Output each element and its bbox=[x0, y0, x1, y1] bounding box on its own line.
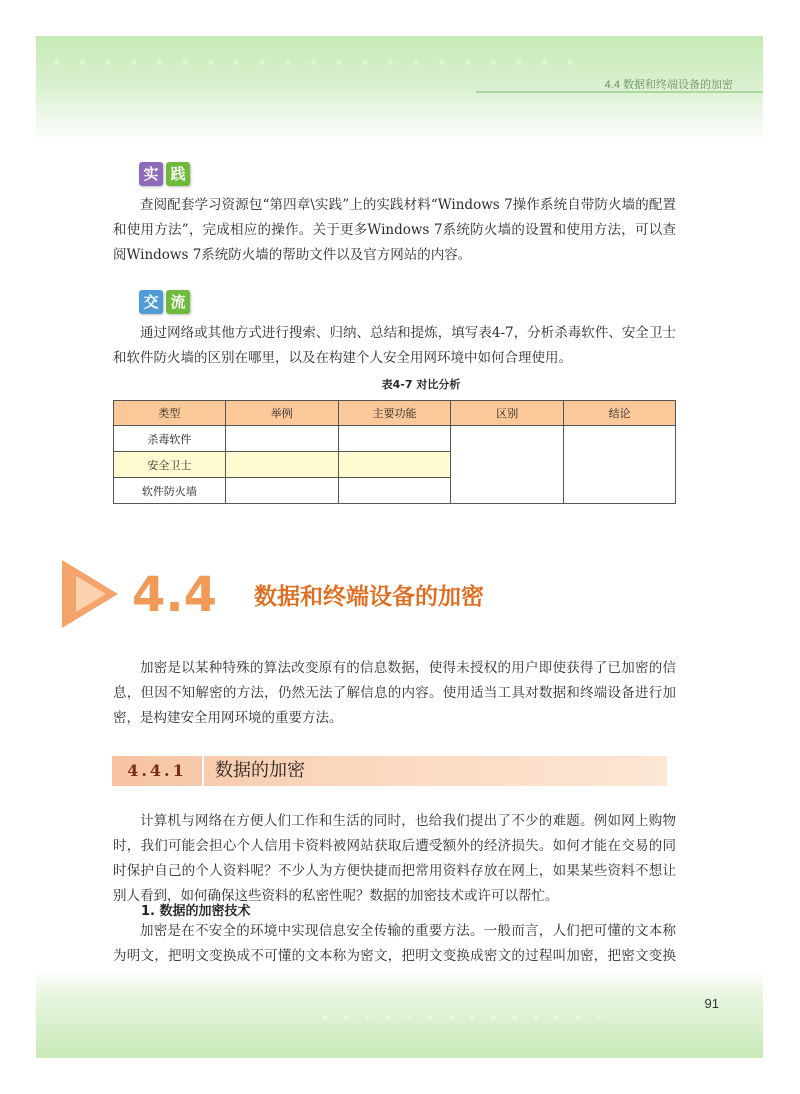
header-decoration bbox=[36, 36, 763, 146]
header-example: 举例 bbox=[225, 401, 338, 426]
header-main-function: 主要功能 bbox=[338, 401, 451, 426]
point-title: 1. 数据的加密技术 bbox=[141, 904, 251, 919]
exchange-badge-char-2: 流 bbox=[166, 290, 190, 314]
comparison-table bbox=[113, 400, 676, 504]
page-number: 91 bbox=[704, 996, 719, 1011]
running-header: 4.4 数据和终端设备的加密 bbox=[604, 79, 733, 91]
row-label-firewall: 软件防火墙 bbox=[114, 478, 226, 504]
subsection-title: 数据的加密 bbox=[215, 760, 305, 781]
practice-badge-char-2: 践 bbox=[166, 162, 190, 186]
subsection-number: 4.4.1 bbox=[127, 761, 187, 780]
exchange-text: 通过网络或其他方式进行搜索、归纳、总结和提炼，填写表4-7，分析杀毒软件、安全卫士和软件防火墙的区别在哪里，以及在构建个人安全用网环境中如何合理使用。 bbox=[113, 325, 676, 366]
table-cell bbox=[338, 478, 451, 504]
subsection-paragraph: 计算机与网络在方便人们工作和生活的同时，也给我们提出了不少的难题。例如网上购物时，我们可能会担心个人信用卡资料被网站获取后遭受额外的经济损失。如何才能在交易的同时保护自己的个人资料呢？不少人为方便快捷而把常用资料存放在网上，如果某些资料不想让别人看到，如何确保这些资料的私密性呢？数据的加密技术或许可以帮忙。 bbox=[113, 813, 676, 904]
section-intro: 加密是以某种特殊的算法改变原有的信息数据，使得未授权的用户即使获得了已加密的信息，但因不知解密的方法，仍然无法了解信息的内容。使用适当工具对数据和终端设备进行加密，是构建安全用网环境的重要方法。 bbox=[113, 660, 676, 726]
table-row bbox=[114, 426, 676, 452]
textbook-page bbox=[36, 36, 763, 1058]
exchange-badge bbox=[139, 290, 190, 314]
row-label-antivirus: 杀毒软件 bbox=[114, 426, 226, 452]
header-conclusion: 结论 bbox=[564, 401, 676, 426]
header-difference: 区别 bbox=[451, 401, 564, 426]
point-paragraph: 加密是在不安全的环境中实现信息安全传输的重要方法。一般而言，人们把可懂的文本称为明文，把明文变换成不可懂的文本称为密文，把明文变换成密文的过程叫加密，把密文变换 bbox=[113, 923, 676, 964]
subsection-divider bbox=[202, 756, 204, 786]
header-binary-pattern: ····················· bbox=[46, 43, 586, 84]
practice-text: 查阅配套学习资源包“第四章\实践”上的实践材料“Windows 7操作系统自带防火墙的配置和使用方法”，完成相应的操作。关于更多Windows 7系统防火墙的设置和使用方法，可以查阅Windows 7系统防火墙的帮助文件以及官方网站的内容。 bbox=[113, 197, 676, 263]
section-title: 数据和终端设备的加密 bbox=[254, 584, 484, 610]
table-cell-conclusion bbox=[564, 426, 676, 504]
table-cell-difference bbox=[451, 426, 564, 504]
row-label-security-guard: 安全卫士 bbox=[114, 452, 226, 478]
table-cell bbox=[225, 452, 338, 478]
table-cell bbox=[338, 452, 451, 478]
table-header-row bbox=[114, 401, 676, 426]
table-caption: 表4-7 对比分析 bbox=[381, 378, 461, 391]
table-cell bbox=[225, 478, 338, 504]
header-type: 类型 bbox=[114, 401, 226, 426]
section-number: 4.4 bbox=[132, 567, 218, 623]
table-cell bbox=[225, 426, 338, 452]
footer-binary-pattern: ·············· bbox=[316, 1001, 611, 1036]
practice-badge bbox=[139, 162, 190, 186]
exchange-badge-char-1: 交 bbox=[139, 290, 163, 314]
table-cell bbox=[338, 426, 451, 452]
practice-badge-char-1: 实 bbox=[139, 162, 163, 186]
footer-decoration bbox=[36, 971, 763, 1058]
section-arrow-inner-icon bbox=[76, 576, 106, 612]
